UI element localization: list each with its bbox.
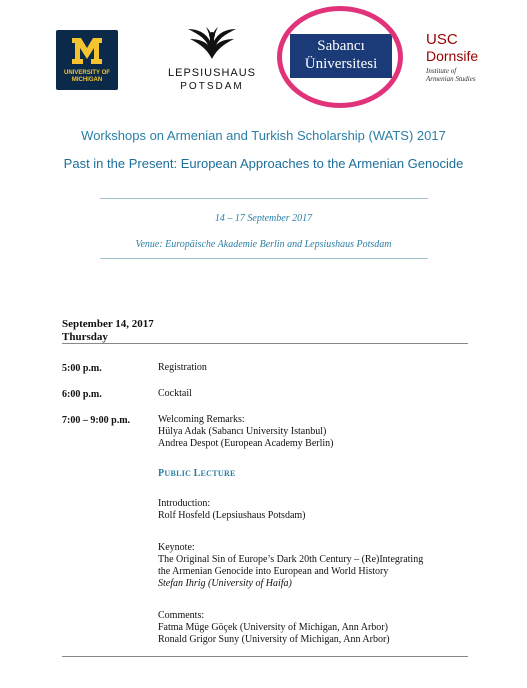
welcome-speaker-2: Andrea Despot (European Academy Berlin) — [158, 438, 334, 449]
keynote-heading: Keynote: — [158, 542, 195, 553]
day-heading — [62, 318, 154, 344]
usc-line1: USC — [426, 31, 458, 48]
lepsiushaus-line2: POTSDAM — [180, 81, 244, 92]
umich-line2: MICHIGAN — [71, 77, 103, 83]
usc-line3: Institute of — [426, 67, 457, 75]
bird-emblem-icon — [184, 25, 240, 65]
umich-line1: UNIVERSITY OF — [64, 70, 110, 76]
workshop-title: Past in the Present: European Approaches to the Armenian Genocide — [63, 156, 464, 171]
sabanci-line1: Sabancı — [317, 38, 365, 54]
introduction-heading: Introduction: — [158, 498, 211, 509]
lepsiushaus-line1: LEPSIUSHAUS — [167, 67, 257, 79]
comments-speaker-1: Fatma Müge Göçek (University of Michigan, Ann Arbor) — [158, 622, 388, 633]
day-divider — [62, 343, 468, 344]
item-comments — [158, 610, 390, 646]
highlight-circle — [277, 6, 403, 108]
item-keynote — [158, 542, 423, 590]
item-registration: Registration — [158, 362, 207, 373]
time-welcome: 7:00 – 9:00 p.m. — [62, 415, 131, 426]
lepsiushaus-logo — [162, 25, 262, 95]
welcome-speaker-1: Hülya Adak (Sabancı University Istanbul) — [158, 426, 327, 437]
time-cocktail: 6:00 p.m. — [62, 389, 102, 400]
day-weekday: Thursday — [62, 331, 108, 343]
pl-rest-2: ECTURE — [200, 469, 236, 478]
usc-dornsife-logo — [426, 32, 506, 94]
item-introduction — [158, 498, 306, 522]
header-divider — [100, 198, 428, 199]
footer-divider — [62, 656, 468, 657]
introduction-speaker: Rolf Hosfeld (Lepsiushaus Potsdam) — [158, 510, 306, 521]
pl-letter-l: L — [193, 468, 201, 479]
umich-logo — [56, 30, 118, 90]
keynote-speaker: Stefan Ihrig (University of Haifa) — [158, 578, 292, 589]
day-date: September 14, 2017 — [62, 318, 154, 330]
usc-line4: Armenian Studies — [426, 75, 476, 83]
welcome-heading: Welcoming Remarks: — [158, 414, 245, 425]
pl-letter-p: P — [158, 468, 165, 479]
item-cocktail: Cocktail — [158, 388, 192, 399]
event-dates: 14 – 17 September 2017 — [214, 213, 313, 224]
pl-rest-1: UBLIC — [164, 469, 194, 478]
venue-divider — [100, 258, 428, 259]
keynote-title-line-2: the Armenian Genocide into European and World History — [158, 566, 389, 577]
time-registration: 5:00 p.m. — [62, 363, 102, 374]
comments-speaker-2: Ronald Grigor Suny (University of Michigan, Ann Arbor) — [158, 634, 390, 645]
comments-heading: Comments: — [158, 610, 205, 621]
keynote-title-line-1: The Original Sin of Europe’s Dark 20th Century – (Re)Integrating — [158, 554, 424, 565]
item-welcome — [158, 414, 334, 450]
public-lecture-heading — [158, 468, 236, 479]
sabanci-line2: Üniversitesi — [304, 56, 378, 72]
block-m-icon — [70, 34, 104, 68]
usc-line2: Dornsife — [426, 48, 479, 64]
event-venue: Venue: Europäische Akademie Berlin and Lepsiushaus Potsdam — [135, 239, 392, 250]
series-title: Workshops on Armenian and Turkish Scholarship (WATS) 2017 — [81, 128, 446, 143]
